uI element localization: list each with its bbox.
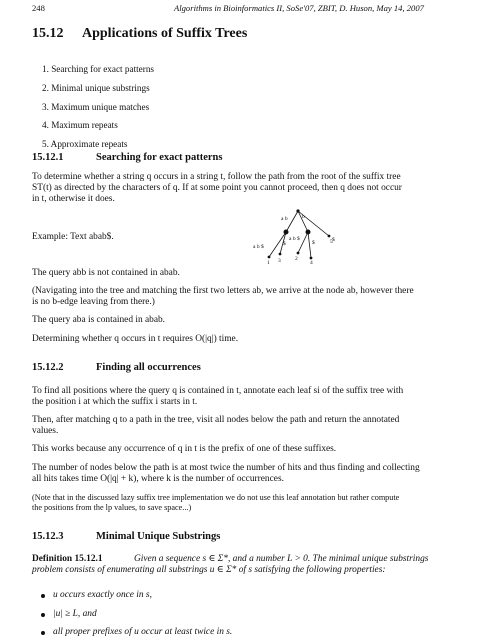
bullet-icon bbox=[41, 631, 45, 635]
list-item: 4. Maximum repeats bbox=[42, 120, 118, 130]
list-item: |u| ≥ L, and bbox=[53, 609, 97, 619]
note-line: (Note that in the discussed lazy suffix tree implementation we do not use this leaf annotation but rather compute bbox=[32, 493, 400, 502]
paragraph-line: is no b-edge leaving from there.) bbox=[32, 297, 155, 307]
subsection-number: 15.12.2 bbox=[32, 362, 64, 373]
definition-text: problem consists of enumerating all substrings u ∈ Σ* of s satisfying the following properties: bbox=[32, 565, 386, 575]
edge-label: $ bbox=[283, 241, 286, 247]
edge-label: $ bbox=[312, 240, 315, 246]
paragraph-line: Determining whether q occurs in t requires O(|q|) time. bbox=[32, 334, 239, 344]
definition-label: Definition 15.12.1 bbox=[32, 554, 103, 564]
paragraph-line: This works because any occurrence of q in t is the prefix of one of these suffixes. bbox=[32, 444, 337, 454]
suffix-tree-diagram bbox=[245, 208, 355, 264]
example-label: Example: Text abab$. bbox=[32, 232, 114, 242]
paragraph-line: To find all positions where the query q is contained in t, annotate each leaf si of the suffix tree with bbox=[32, 386, 404, 396]
paragraph-line: values. bbox=[32, 426, 59, 436]
list-item: u occurs exactly once in s, bbox=[53, 590, 152, 600]
tree-leaf bbox=[297, 252, 300, 255]
section-number: 15.12 bbox=[32, 26, 64, 41]
edge-label: $ bbox=[332, 237, 335, 243]
paragraph-line: (Navigating into the tree and matching the first two letters ab, we arrive at the node ab, however there bbox=[32, 286, 414, 296]
tree-node bbox=[306, 230, 311, 235]
tree-node bbox=[284, 230, 289, 235]
subsection-title: Searching for exact patterns bbox=[96, 152, 223, 163]
edge-label: a b $ bbox=[253, 244, 264, 250]
paragraph-line: the position i at which the suffix i starts in t. bbox=[32, 397, 198, 407]
subsection-title: Minimal Unique Substrings bbox=[96, 531, 221, 542]
list-item: 5. Approximate repeats bbox=[42, 139, 128, 149]
list-item: 2. Minimal unique substrings bbox=[42, 83, 150, 93]
paragraph-line: ST(t) as directed by the characters of q. If at some point you cannot proceed, then q does not occur bbox=[32, 183, 402, 193]
paragraph-line: The query aba is contained in abab. bbox=[32, 315, 166, 325]
bullet-icon bbox=[41, 594, 45, 598]
subsection-number: 15.12.1 bbox=[32, 152, 64, 163]
leaf-label: 5 bbox=[330, 239, 333, 245]
leaf-label: 4 bbox=[310, 260, 313, 264]
definition-text: Given a sequence s ∈ Σ*, and a number L > 0. The minimal unique substrings bbox=[134, 554, 429, 564]
leaf-label: 2 bbox=[295, 256, 298, 262]
running-header: Algorithms in Bioinformatics II, SoSe'07, ZBIT, D. Huson, May 14, 2007 bbox=[174, 3, 424, 13]
list-item: all proper prefixes of u occur at least twice in s. bbox=[53, 627, 233, 637]
bullet-icon bbox=[41, 613, 45, 617]
paragraph-line: all hits takes time O(|q| + k), where k is the number of occurrences. bbox=[32, 474, 284, 484]
list-item: 3. Maximum unique matches bbox=[42, 102, 150, 112]
leaf-label: 3 bbox=[278, 258, 281, 264]
note-line: the positions from the lp values, to save space...) bbox=[32, 503, 192, 512]
edge-label: b bbox=[302, 214, 305, 220]
tree-leaf bbox=[268, 256, 271, 259]
section-title: Applications of Suffix Trees bbox=[82, 26, 248, 41]
subsection-number: 15.12.3 bbox=[32, 531, 64, 542]
paragraph-line: The number of nodes below the path is at most twice the number of hits and thus finding and collecting bbox=[32, 463, 420, 473]
tree-leaf bbox=[328, 235, 331, 238]
page-number: 248 bbox=[32, 3, 45, 13]
list-item: 1. Searching for exact patterns bbox=[42, 64, 154, 74]
tree-root-node bbox=[296, 209, 299, 212]
paragraph-line: Then, after matching q to a path in the tree, visit all nodes below the path and return the annotated bbox=[32, 415, 400, 425]
leaf-label: 1 bbox=[267, 260, 270, 264]
tree-leaf bbox=[310, 257, 313, 260]
edge-label: a b $ bbox=[289, 236, 300, 242]
tree-leaf bbox=[279, 253, 282, 256]
paragraph-line: The query abb is not contained in abab. bbox=[32, 268, 180, 278]
edge-label: a b bbox=[281, 216, 288, 222]
paragraph-line: To determine whether a string q occurs in a string t, follow the path from the root of the suffix tree bbox=[32, 172, 401, 182]
subsection-title: Finding all occurrences bbox=[96, 362, 201, 373]
paragraph-line: in t, otherwise it does. bbox=[32, 194, 115, 204]
